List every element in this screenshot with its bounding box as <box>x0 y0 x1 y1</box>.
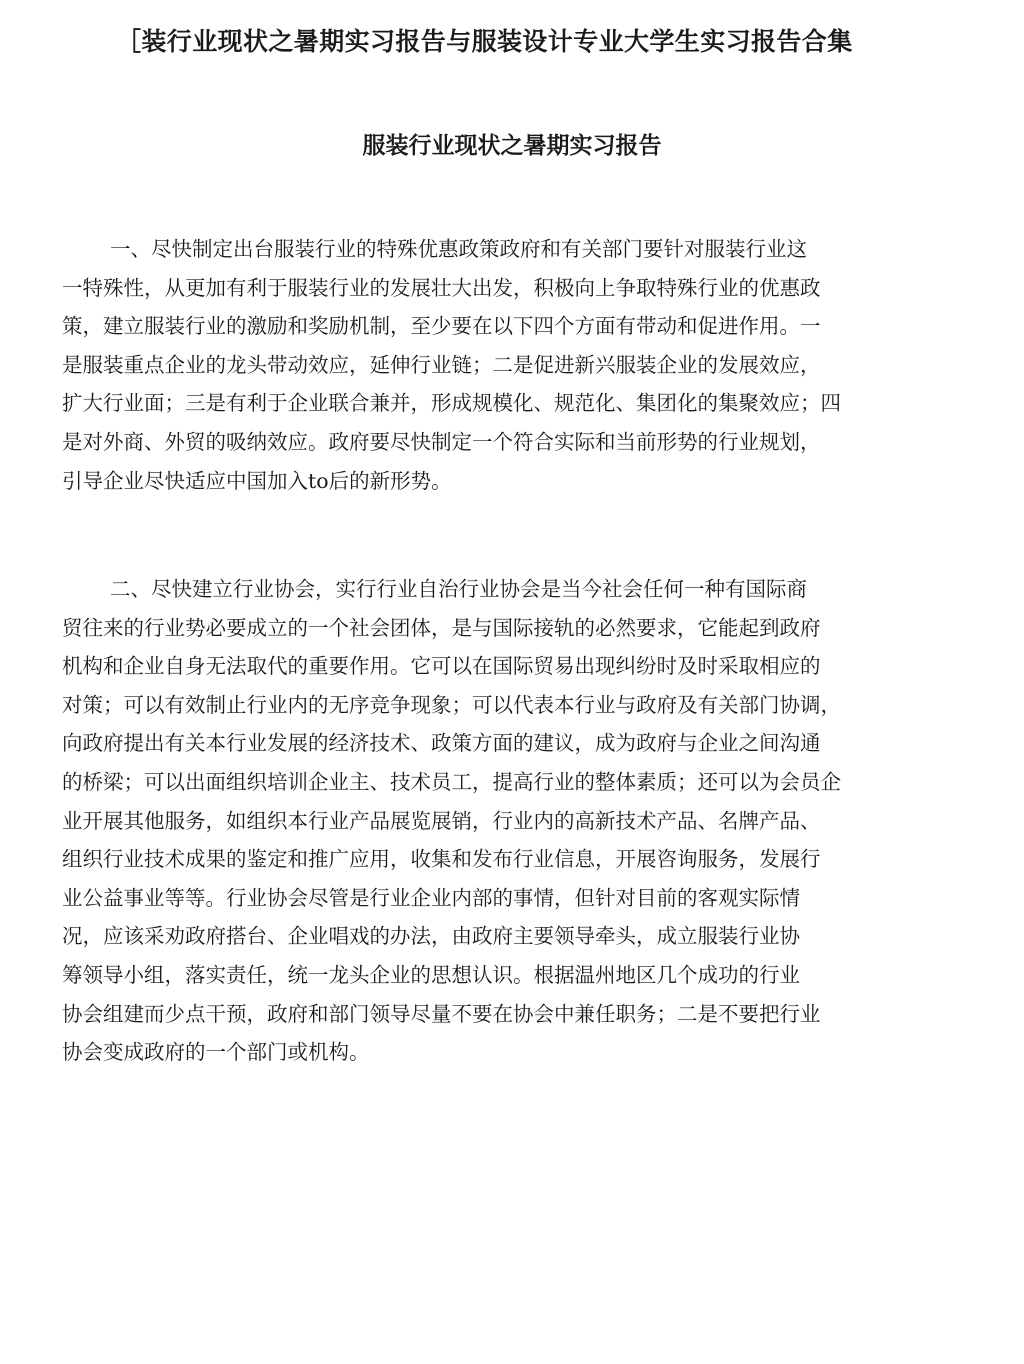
paragraph-line: 业开展其他服务，如组织本行业产品展览展销，行业内的高新技术产品、名牌产品、 <box>62 808 821 833</box>
paragraph-line: 引导企业尽快适应中国加入to后的新形势。 <box>62 468 452 493</box>
paragraph-line: 向政府提出有关本行业发展的经济技术、政策方面的建议，成为政府与企业之间沟通 <box>62 731 821 756</box>
paragraph-line: 的桥梁；可以出面组织培训企业主、技术员工，提高行业的整体素质；还可以为会员企 <box>62 769 841 794</box>
paragraph-line: 策，建立服装行业的激励和奖励机制，至少要在以下四个方面有带动和促进作用。一 <box>62 314 821 339</box>
paragraph-line: 一、尽快制定出台服装行业的特殊优惠政策政府和有关部门要针对服装行业这 <box>110 237 807 261</box>
paragraph-line: 是服装重点企业的龙头带动效应，延伸行业链；二是促进新兴服装企业的发展效应， <box>62 352 821 377</box>
paragraph-line: 扩大行业面；三是有利于企业联合兼并，形成规模化、规范化、集团化的集聚效应；四 <box>62 391 841 416</box>
paragraph-line: 筹领导小组，落实责任，统一龙头企业的思想认识。根据温州地区几个成功的行业 <box>62 962 800 987</box>
paragraph-line: 协会组建而少点干预，政府和部门领导尽量不要在协会中兼任职务；二是不要把行业 <box>62 1001 821 1026</box>
paragraph-line: 况，应该采劝政府搭台、企业唱戏的办法，由政府主要领导牵头，成立服装行业协 <box>62 924 800 949</box>
paragraph-line: 对策；可以有效制止行业内的无序竞争现象；可以代表本行业与政府及有关部门协调， <box>62 692 841 717</box>
paragraph-1 <box>62 230 950 500</box>
paragraph-line: 业公益事业等等。行业协会尽管是行业企业内部的事情，但针对目前的客观实际情 <box>62 885 800 910</box>
paragraph-line: 贸往来的行业势必要成立的一个社会团体，是与国际接轨的必然要求，它能起到政府 <box>62 615 821 640</box>
paragraph-2 <box>62 570 950 1072</box>
section-title: 服装行业现状之暑期实习报告 <box>362 133 662 159</box>
paragraph-line: 协会变成政府的一个部门或机构。 <box>62 1040 370 1065</box>
paragraph-line: 机构和企业自身无法取代的重要作用。它可以在国际贸易出现纠纷时及时采取相应的 <box>62 654 821 679</box>
document-title: ［装行业现状之暑期实习报告与服装设计专业大学生实习报告合集 <box>116 27 853 56</box>
paragraph-line: 是对外商、外贸的吸纳效应。政府要尽快制定一个符合实际和当前形势的行业规划， <box>62 429 821 454</box>
paragraph-line: 一特殊性，从更加有利于服装行业的发展壮大出发，积极向上争取特殊行业的优惠政 <box>62 275 821 300</box>
paragraph-line: 组织行业技术成果的鉴定和推广应用，收集和发布行业信息，开展咨询服务，发展行 <box>62 847 821 872</box>
paragraph-line: 二、尽快建立行业协会，实行行业自治行业协会是当今社会任何一种有国际商 <box>110 577 807 601</box>
